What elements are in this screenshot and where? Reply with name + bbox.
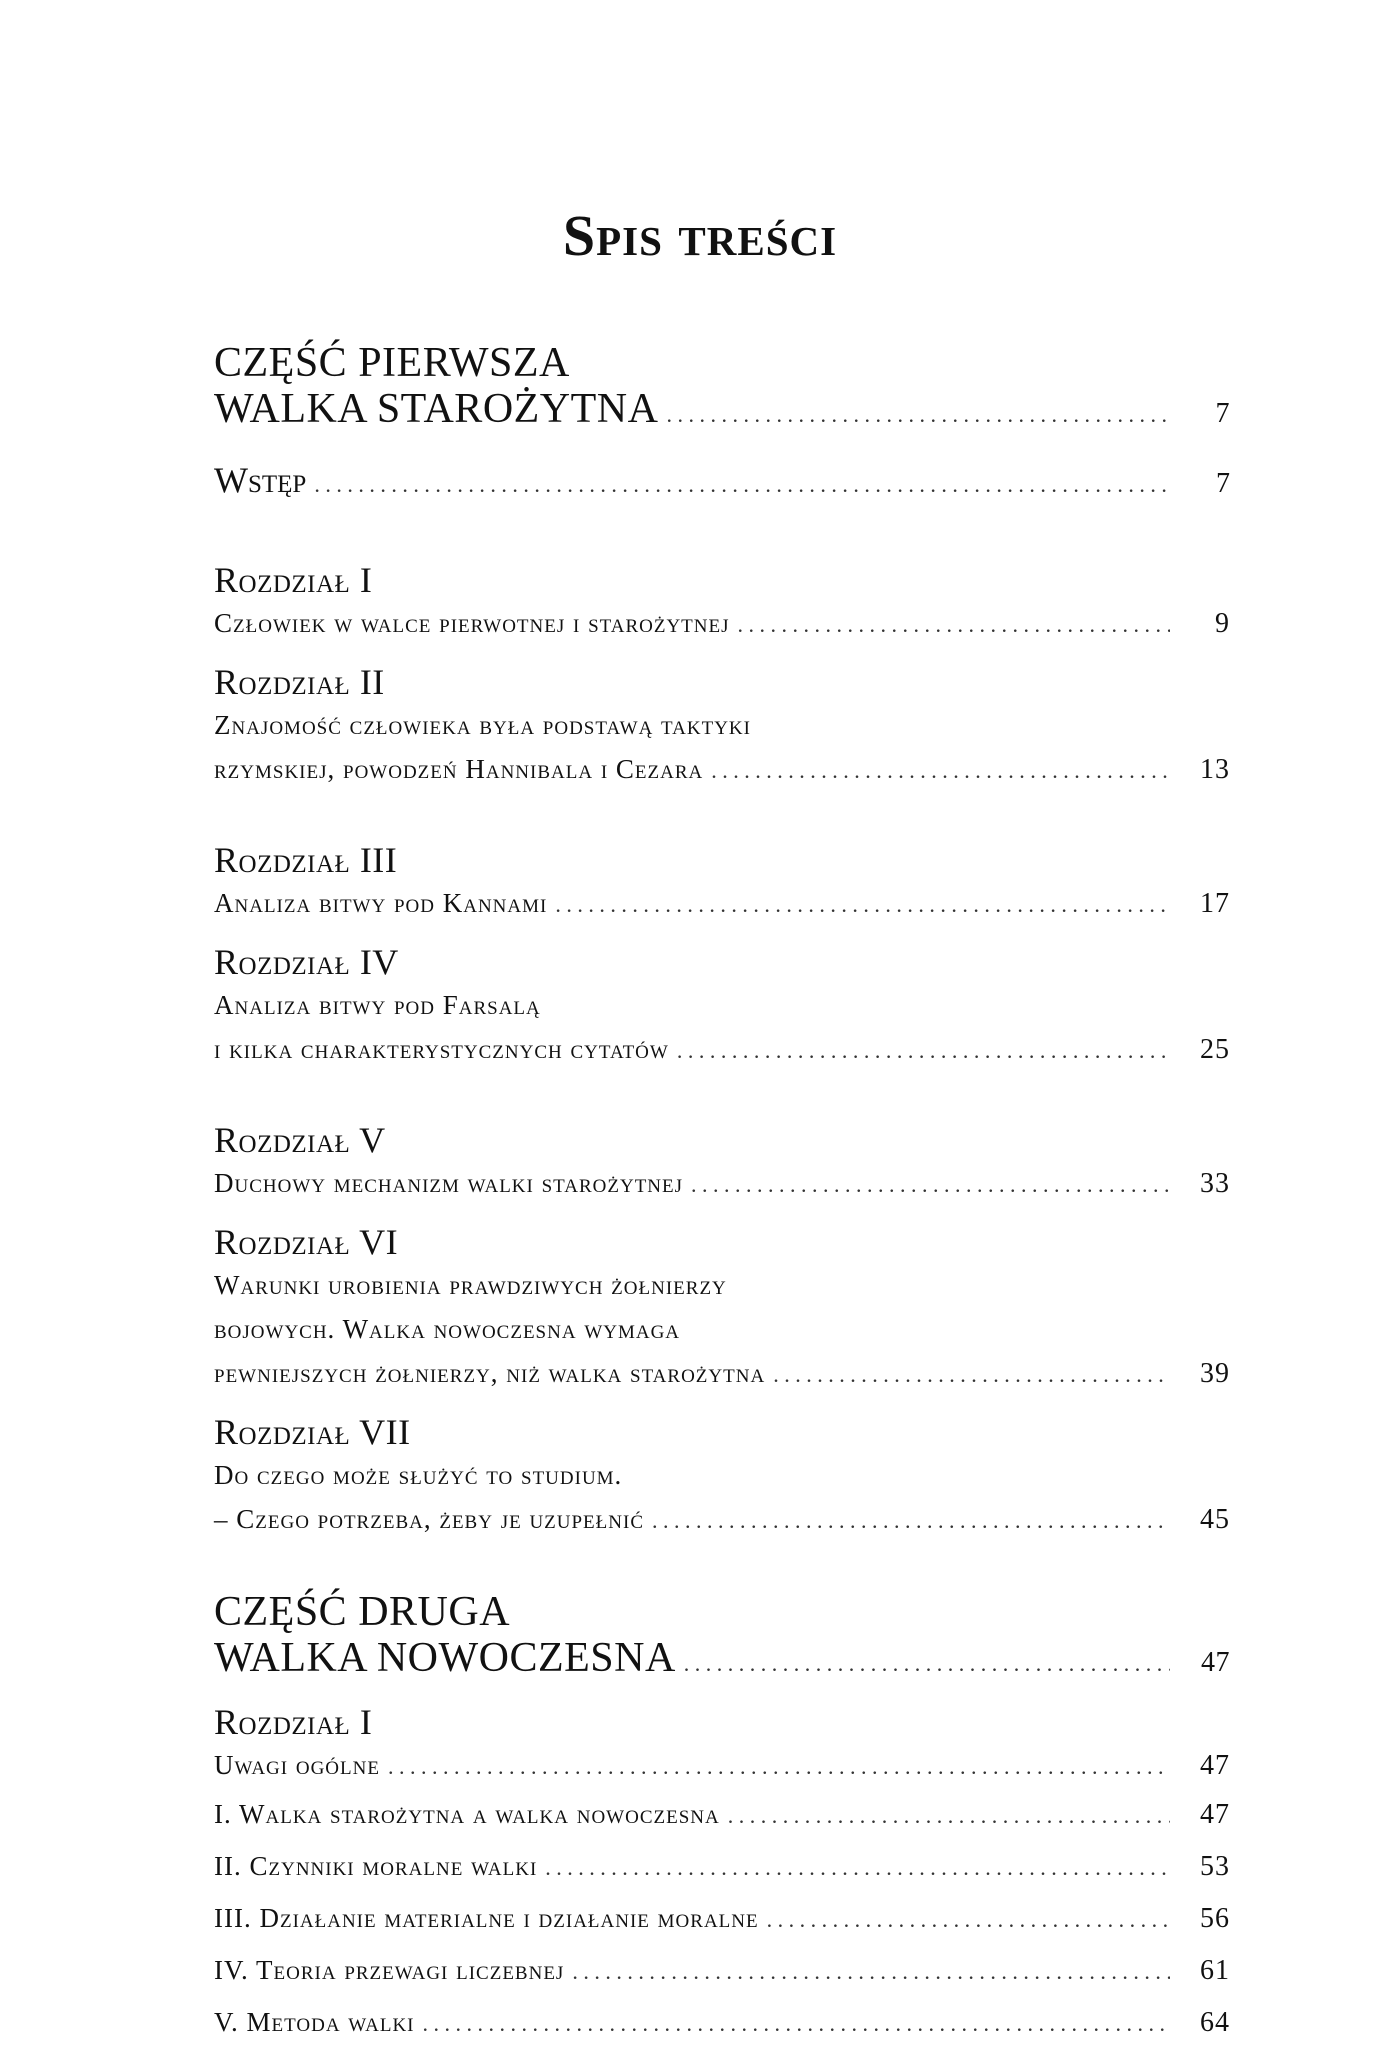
part-1-title: WALKA STAROŻYTNA xyxy=(214,386,659,432)
table-of-contents xyxy=(214,340,1230,2049)
leader-dots xyxy=(545,1843,1170,1893)
page-number: 45 xyxy=(1200,1504,1230,1535)
section-title: III. Działanie materialne i działanie moralne xyxy=(214,1903,759,1933)
toc-chapter-7[interactable] xyxy=(214,1411,1230,1543)
leader-dots xyxy=(555,883,1170,927)
leader-dots xyxy=(773,1353,1170,1397)
chapter-title-line: Analiza bitwy pod Farsalą xyxy=(214,990,541,1020)
section-title: V. Metoda walki xyxy=(214,2007,415,2037)
chapter-title-line: i kilka charakterystycznych cytatów xyxy=(214,1034,669,1064)
section-title: IV. Teoria przewagi liczebnej xyxy=(214,1955,565,1985)
chapter-label: Rozdział VI xyxy=(214,1222,399,1262)
leader-dots xyxy=(691,1163,1170,1207)
page-number: 61 xyxy=(1200,1955,1230,1986)
chapter-title-line: Znajomość człowieka była podstawą taktyki xyxy=(214,710,751,740)
chapter-title-row xyxy=(214,1351,1230,1397)
toc-section-4[interactable] xyxy=(214,1945,1230,1997)
toc-chapter-1[interactable] xyxy=(214,559,1230,647)
chapter-label: Rozdział III xyxy=(214,840,398,880)
toc-section-1[interactable] xyxy=(214,1789,1230,1841)
entry-title: Wstęp xyxy=(214,460,307,500)
part-1-title-row[interactable] xyxy=(214,386,1230,438)
toc-part-2-chapter-1[interactable] xyxy=(214,1701,1230,1789)
chapter-label: Rozdział VII xyxy=(214,1412,411,1452)
toc-chapter-6[interactable] xyxy=(214,1221,1230,1397)
part-2-title: WALKA NOWOCZESNA xyxy=(214,1635,676,1681)
leader-dots xyxy=(572,1947,1170,1997)
chapter-title-line: Analiza bitwy pod Kannami xyxy=(214,888,548,918)
leader-dots xyxy=(666,392,1170,438)
leader-dots xyxy=(711,749,1170,793)
chapter-title-line: – Czego potrzeba, żeby je uzupełnić xyxy=(214,1504,644,1534)
toc-chapter-2[interactable] xyxy=(214,661,1230,793)
toc-section-5[interactable] xyxy=(214,1997,1230,2049)
page-number: 47 xyxy=(1200,1750,1230,1781)
part-1-label: CZĘŚĆ PIERWSZA xyxy=(214,340,570,386)
chapter-label: Rozdział I xyxy=(214,560,373,600)
chapter-label: Rozdział V xyxy=(214,1120,386,1160)
part-1 xyxy=(214,340,1230,1543)
section-title: I. Walka starożytna a walka nowoczesna xyxy=(214,1799,720,1829)
toc-chapter-5[interactable] xyxy=(214,1119,1230,1207)
leader-dots xyxy=(677,1029,1170,1073)
toc-chapter-3[interactable] xyxy=(214,839,1230,927)
chapter-title-row xyxy=(214,1161,1230,1207)
page-number: 47 xyxy=(1201,1647,1230,1678)
page-number: 25 xyxy=(1200,1034,1230,1065)
leader-dots xyxy=(652,1499,1170,1543)
chapter-title-row xyxy=(214,881,1230,927)
chapter-title-line: rzymskiej, powodzeń Hannibala i Cezara xyxy=(214,754,704,784)
chapter-title-row xyxy=(214,601,1230,647)
page-number: 9 xyxy=(1215,608,1230,639)
leader-dots xyxy=(767,1895,1170,1945)
page-number: 56 xyxy=(1200,1903,1230,1934)
page-title: Spis treści xyxy=(562,203,838,268)
chapter-title-line: Warunki urobienia prawdziwych żołnierzy xyxy=(214,1270,727,1300)
chapter-label: Rozdział II xyxy=(214,662,385,702)
chapter-title-row xyxy=(214,1743,1230,1789)
page-number: 13 xyxy=(1200,754,1230,785)
chapter-title-line: Uwagi ogólne xyxy=(214,1750,380,1780)
chapter-title-line: Człowiek w walce pierwotnej i starożytnej xyxy=(214,608,730,638)
leader-dots xyxy=(388,1745,1170,1789)
toc-section-2[interactable] xyxy=(214,1841,1230,1893)
chapter-label: Rozdział I xyxy=(214,1702,373,1742)
chapter-title-line: Do czego może służyć to studium. xyxy=(214,1460,623,1490)
leader-dots xyxy=(684,1641,1170,1687)
leader-dots xyxy=(423,1999,1170,2049)
page-number: 39 xyxy=(1200,1358,1230,1389)
toc-entry-intro[interactable] xyxy=(214,452,1230,513)
chapter-title-row xyxy=(214,747,1230,793)
page-number: 47 xyxy=(1200,1799,1230,1830)
page-number: 7 xyxy=(1215,398,1230,429)
part-2 xyxy=(214,1589,1230,2049)
leader-dots xyxy=(728,1791,1170,1841)
section-title: II. Czynniki moralne walki xyxy=(214,1851,538,1881)
toc-section-3[interactable] xyxy=(214,1893,1230,1945)
chapter-title-row xyxy=(214,1497,1230,1543)
chapter-title-line: Duchowy mechanizm walki starożytnej xyxy=(214,1168,684,1198)
chapter-title-row xyxy=(214,1027,1230,1073)
part-2-label: CZĘŚĆ DRUGA xyxy=(214,1589,511,1635)
chapter-title-line: bojowych. Walka nowoczesna wymaga xyxy=(214,1314,681,1344)
page-number: 64 xyxy=(1200,2007,1230,2038)
page-number: 7 xyxy=(1216,468,1230,499)
chapter-label: Rozdział IV xyxy=(214,942,399,982)
part-2-title-row[interactable] xyxy=(214,1635,1230,1687)
page-number: 33 xyxy=(1200,1168,1230,1199)
page-number: 17 xyxy=(1200,888,1230,919)
leader-dots xyxy=(738,603,1171,647)
chapter-title-line: pewniejszych żołnierzy, niż walka starożytna xyxy=(214,1358,766,1388)
toc-chapter-4[interactable] xyxy=(214,941,1230,1073)
page-number: 53 xyxy=(1200,1851,1230,1882)
leader-dots xyxy=(314,457,1170,513)
